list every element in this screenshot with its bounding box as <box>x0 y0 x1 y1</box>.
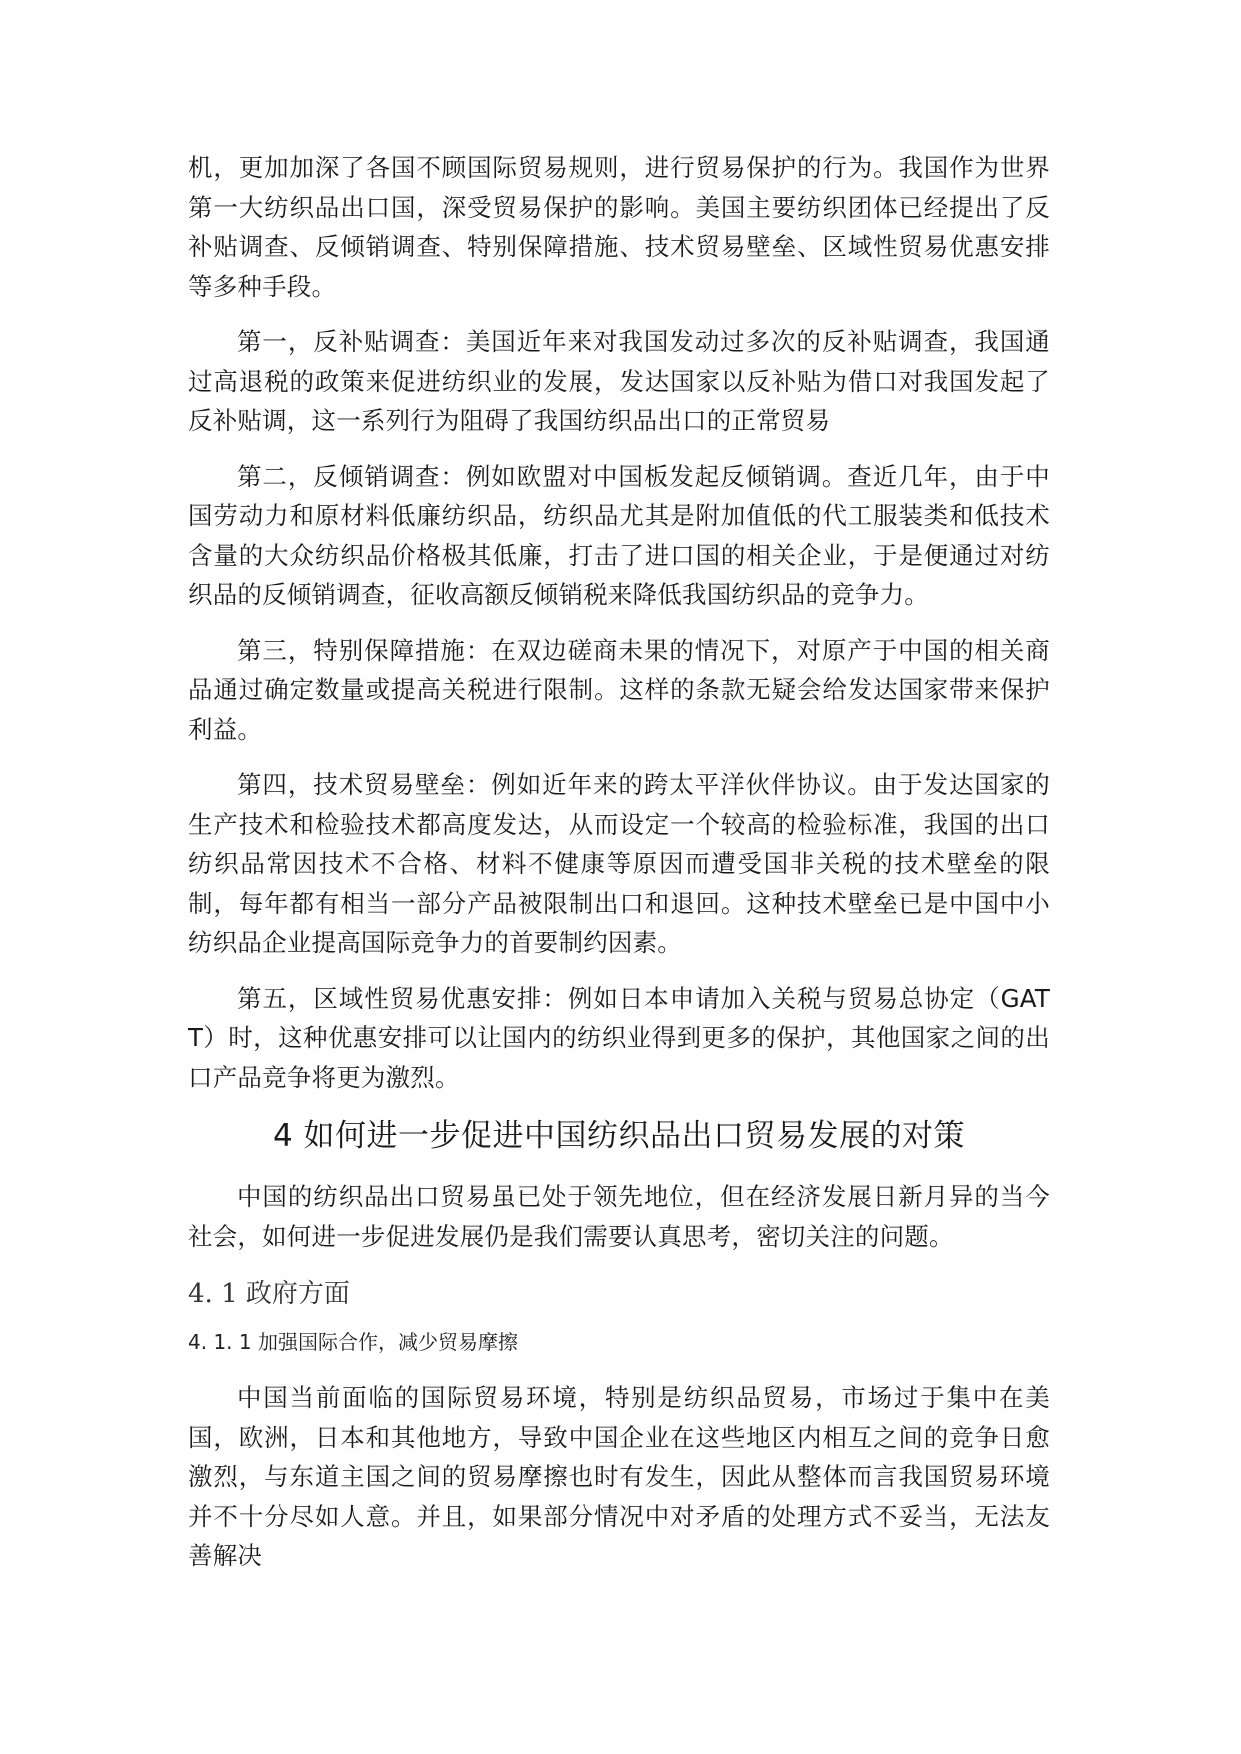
body-paragraph-safeguard: 第三，特别保障措施：在双边磋商未果的情况下，对原产于中国的相关商品通过确定数量或提高关税进行限制。这样的条款无疑会给发达国家带来保护利益。 <box>188 635 1050 744</box>
section-heading: 4 如何进一步促进中国纺织品出口贸易发展的对策 <box>272 1118 966 1154</box>
body-paragraph-technical-barriers: 第四，技术贸易壁垒：例如近年来的跨太平洋伙伴协议。由于发达国家的生产技术和检验技术都高度发达，从而设定一个较高的检验标准，我国的出口纺织品常因技术不合格、材料不健康等原因而遭受国非关税的技术壁垒的限制，每年都有相当一部分产品被限制出口和退回。这种技术壁垒已是中国中小纺织品企业提高国际竞争力的首要制约因素。 <box>188 770 1050 957</box>
subsubsection-body-paragraph: 中国当前面临的国际贸易环境，特别是纺织品贸易，市场过于集中在美国，欧洲，日本和其他地方，导致中国企业在这些地区内相互之间的竞争日愈激烈，与东道主国之间的贸易摩擦也时有发生，因此从整体而言我国贸易环境并不十分尽如人意。并且，如果部分情况中对矛盾的处理方式不妥当，无法友善解决 <box>188 1383 1050 1570</box>
document-page <box>188 148 1050 1576</box>
body-paragraph-antidumping: 第二，反倾销调查：例如欧盟对中国板发起反倾销调。查近几年，由于中国劳动力和原材料低廉纺织品，纺织品尤其是附加值低的代工服装类和低技术含量的大众纺织品价格极其低廉，打击了进口国的相关企业，于是便通过对纺织品的反倾销调查，征收高额反倾销税来降低我国纺织品的竞争力。 <box>188 461 1050 609</box>
body-paragraph-regional-preference: 第五，区域性贸易优惠安排：例如日本申请加入关税与贸易总协定（GATT）时，这种优惠安排可以让国内的纺织业得到更多的保护，其他国家之间的出口产品竞争将更为激烈。 <box>188 983 1050 1092</box>
section-intro-paragraph: 中国的纺织品出口贸易虽已处于领先地位，但在经济发展日新月异的当今社会，如何进一步促进发展仍是我们需要认真思考，密切关注的问题。 <box>188 1182 1050 1251</box>
subsection-heading: 4. 1 政府方面 <box>188 1279 350 1309</box>
subsubsection-heading: 4. 1. 1 加强国际合作，减少贸易摩擦 <box>188 1330 518 1354</box>
body-paragraph-countervailing: 第一，反补贴调查：美国近年来对我国发动过多次的反补贴调查，我国通过高退税的政策来促进纺织业的发展，发达国家以反补贴为借口对我国发起了反补贴调，这一系列行为阻碍了我国纺织品出口的正常贸易 <box>188 327 1050 435</box>
body-paragraph-continued: 机，更加加深了各国不顾国际贸易规则，进行贸易保护的行为。我国作为世界第一大纺织品出口国，深受贸易保护的影响。美国主要纺织团体已经提出了反补贴调查、反倾销调查、特别保障措施、技术贸易壁垒、区域性贸易优惠安排等多种手段。 <box>188 153 1050 301</box>
